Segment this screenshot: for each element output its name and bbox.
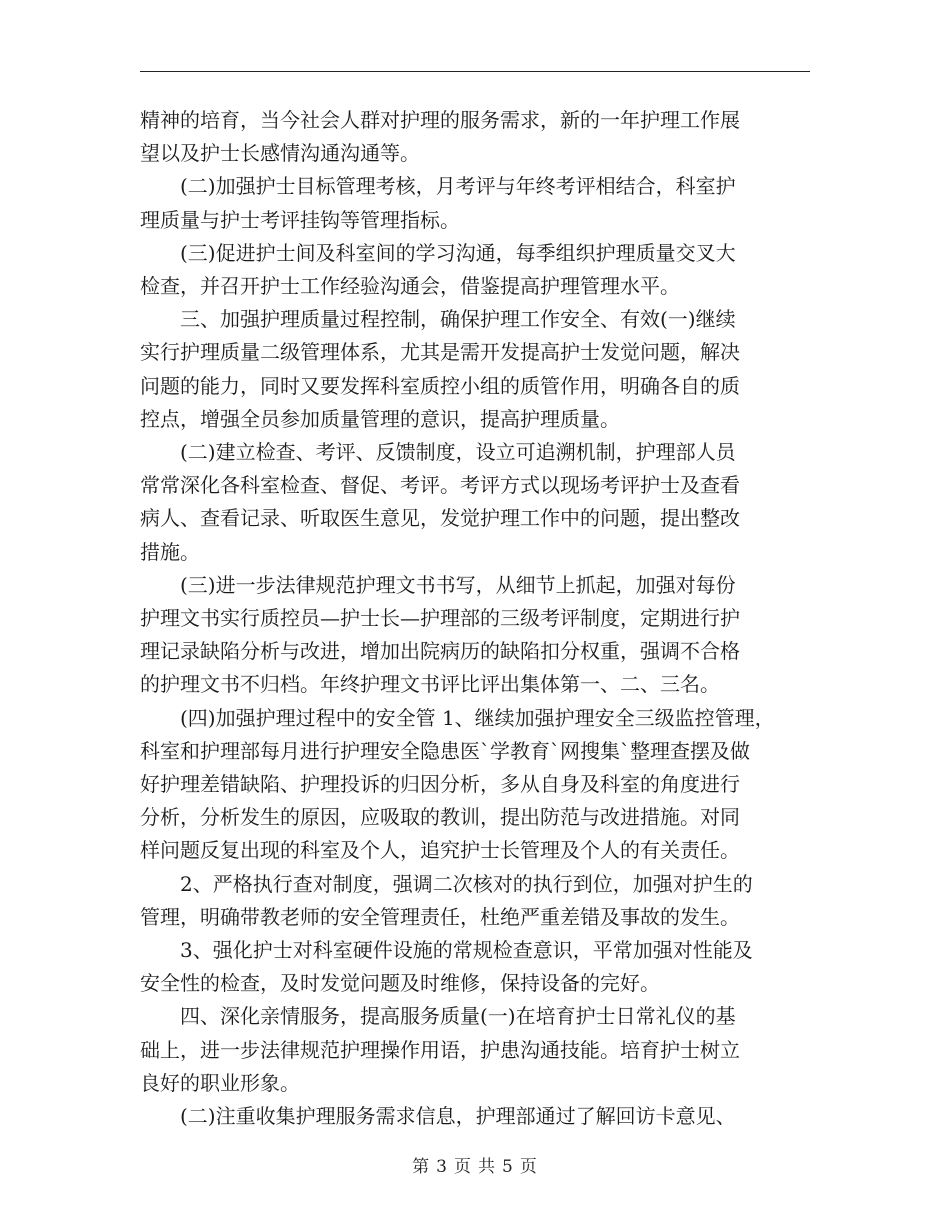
page-footer [0,1152,950,1177]
paragraph [140,1000,820,1100]
text-line: 2、严格执行查对制度，强调二次核对的执行到位，加强对护生的 [180,871,753,896]
text-line: (三)促进护士间及科室间的学习沟通，每季组织护理质量交叉大 [180,240,736,265]
text-line: 护理文书实行质控员—护士长—护理部的三级考评制度，定期进行护 [140,606,740,631]
text-line: (二)加强护士目标管理考核，月考评与年终考评相结合，科室护 [180,174,736,199]
text-line: 安全性的检查，及时发觉问题及时维修，保持设备的完好。 [140,971,660,996]
document-body [140,104,820,1133]
paragraph [140,569,820,702]
text-line: 四、深化亲情服务，提高服务质量(一)在培育护士日常礼仪的基 [180,1004,736,1029]
text-line: 科室和护理部每月进行护理安全隐患医`学教育`网搜集`整理查摆及做 [140,738,750,763]
paragraph [140,934,820,1000]
text-line: 精神的培育，当今社会人群对护理的服务需求，新的一年护理工作展 [140,108,740,132]
text-line: 检查，并召开护士工作经验沟通会，借鉴提高护理管理水平。 [140,274,680,299]
paragraph [140,104,820,170]
text-line: 问题的能力，同时又要发挥科室质控小组的质管作用，明确各自的质 [140,373,740,398]
text-line: 控点，增强全员参加质量管理的意识，提高护理质量。 [140,406,620,431]
paragraph [140,303,820,436]
header-rule [140,71,810,72]
text-line: 病人、查看记录、听取医生意见，发觉护理工作中的问题，提出整改 [140,506,740,531]
paragraph [140,170,820,236]
text-line: 措施。 [140,539,200,564]
paragraph [140,702,820,868]
text-line: 常常深化各科室检查、督促、考评。考评方式以现场考评护士及查看 [140,473,740,498]
footer-suffix: 页 [519,1157,538,1177]
text-line: 好护理差错缺陷、护理投诉的归因分析，多从自身及科室的角度进行 [140,772,740,797]
total-pages-number: 5 [502,1157,514,1177]
paragraph [140,868,820,934]
text-line: 良好的职业形象。 [140,1070,300,1095]
text-line: 分析，分析发生的原因，应吸取的教训，提出防范与改进措施。对同 [140,805,740,830]
footer-prefix: 第 [412,1157,431,1177]
text-line: (二)注重收集护理服务需求信息，护理部通过了解回访卡意见、 [180,1104,736,1129]
text-line: (二)建立检查、考评、反馈制度，设立可追溯机制，护理部人员 [180,440,736,465]
text-line: 础上，进一步法律规范护理操作用语，护患沟通技能。培育护士树立 [140,1037,740,1062]
paragraph [140,237,820,303]
paragraph [140,436,820,569]
text-line: (三)进一步法律规范护理文书书写，从细节上抓起，加强对每份 [180,572,736,597]
current-page-number: 3 [436,1157,448,1177]
footer-page-word: 页 [454,1157,472,1177]
text-line: 实行护理质量二级管理体系，尤其是需开发提高护士发觉问题，解决 [140,340,740,365]
text-line: 理质量与护士考评挂钩等管理指标。 [140,207,460,232]
text-line: 3、强化护士对科室硬件设施的常规检查意识，平常加强对性能及 [180,938,753,963]
text-line: 样问题反复出现的科室及个人，追究护士长管理及个人的有关责任。 [140,838,740,863]
text-line: 望以及护士长感情沟通沟通等。 [140,141,420,166]
text-line: 管理，明确带教老师的安全管理责任，杜绝严重差错及事故的发生。 [140,904,740,929]
text-line: 三、加强护理质量过程控制，确保护理工作安全、有效(一)继续 [180,307,736,332]
text-line: 理记录缺陷分析与改进，增加出院病历的缺陷扣分权重，强调不合格 [140,639,740,664]
paragraph [140,1100,820,1133]
text-line: 的护理文书不归档。年终护理文书评比评出集体第一、二、三名。 [140,672,720,697]
text-line: (四)加强护理过程中的安全管 1、继续加强护理安全三级监控管理， [180,705,775,730]
footer-total-word: 共 [478,1157,496,1177]
